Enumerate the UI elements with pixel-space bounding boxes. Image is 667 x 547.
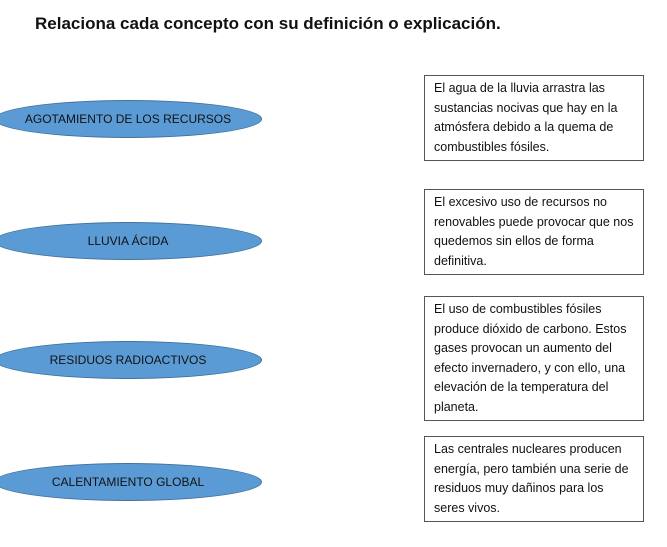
concept-calentamiento-global[interactable]: CALENTAMIENTO GLOBAL bbox=[0, 463, 262, 501]
definition-lluvia-acida[interactable]: El agua de la lluvia arrastra las sustancias nocivas que hay en la atmósfera debido a la quema de combustibles fósiles. bbox=[424, 75, 644, 161]
definition-calentamiento-global[interactable]: El uso de combustibles fósiles produce dióxido de carbono. Estos gases provocan un aumento del efecto invernadero, y con ello, una elevación de la temperatura del planeta. bbox=[424, 296, 644, 421]
definition-residuos-radioactivos[interactable]: Las centrales nucleares producen energía, pero también una serie de residuos muy dañinos para los seres vivos. bbox=[424, 436, 644, 522]
page-title: Relaciona cada concepto con su definición o explicación. bbox=[35, 14, 501, 33]
concept-residuos-radioactivos[interactable]: RESIDUOS RADIOACTIVOS bbox=[0, 341, 262, 379]
concept-agotamiento-recursos[interactable]: AGOTAMIENTO DE LOS RECURSOS bbox=[0, 100, 262, 138]
definition-agotamiento-recursos[interactable]: El excesivo uso de recursos no renovables puede provocar que nos quedemos sin ellos de forma definitiva. bbox=[424, 189, 644, 275]
concept-lluvia-acida[interactable]: LLUVIA ÁCIDA bbox=[0, 222, 262, 260]
